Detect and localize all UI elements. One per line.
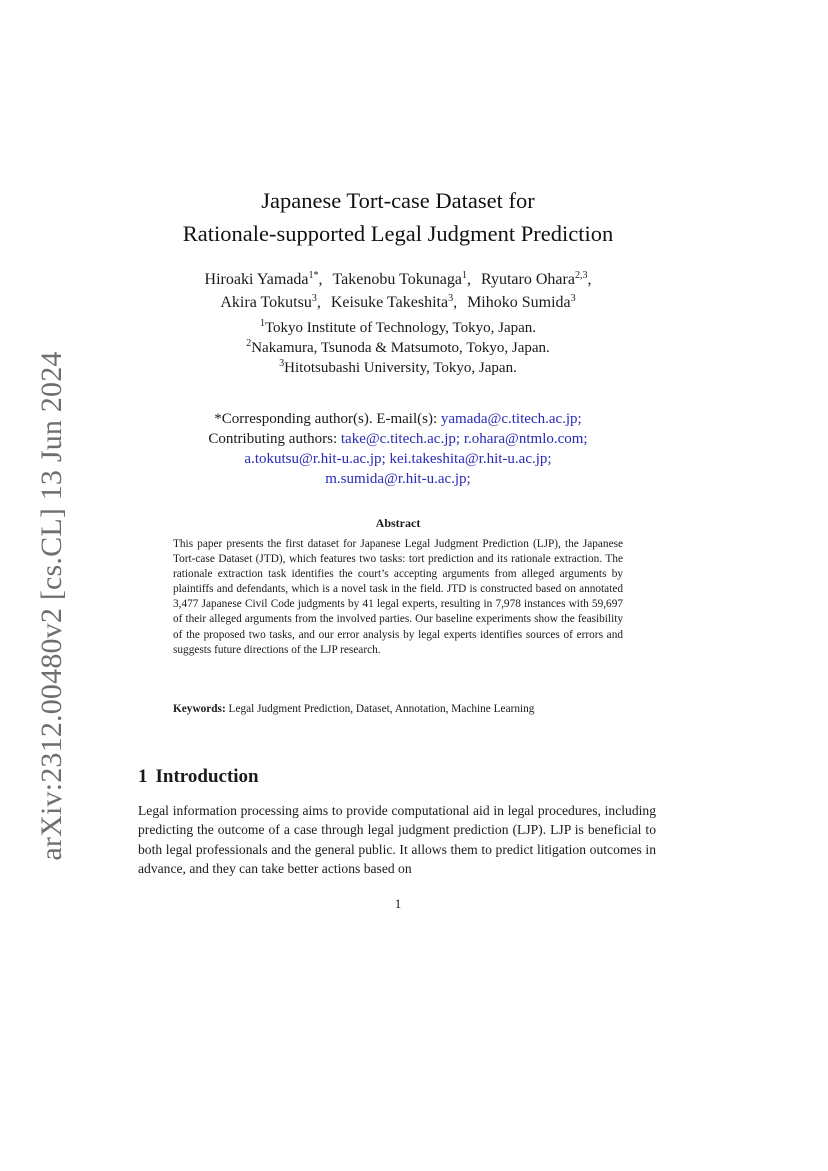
section-title: Introduction [155,766,259,787]
email-link-contrib[interactable]: a.tokutsu@r.hit-u.ac.jp; [244,451,386,467]
keywords-label: Keywords: [173,703,226,715]
paper-title-line-1: Japanese Tort-case Dataset for [261,188,535,213]
page-number: 1 [394,896,402,911]
paper-title-line-2: Rationale-supported Legal Judgment Prediction [182,221,614,246]
abstract-text: This paper presents the first dataset for Japanese Legal Judgment Prediction (LJP), the Japanese Tort-case Dataset (JTD), which features two tasks: tort prediction and its rationale extraction. The rationale extraction task identifies the court’s accepting arguments from alleged arguments by plaintiffs and defendants, which is a novel task in the field. JTD is constructed based on annotated 3,477 Japanese Civil Code judgments by 41 legal experts, resulting in 7,978 instances with 59,697 of their alleged arguments from the involved parties. Our baseline experiments show the feasibility of the proposed two tasks, and our error analysis by legal experts identifies sources of errors and suggests future directions of the LJP research. [173,538,623,656]
affiliation: $^3$Hitotsubashi University, Tokyo, Japan. [279,358,517,376]
email-link-contrib[interactable]: kei.takeshita@r.hit-u.ac.jp; [389,451,552,467]
author-list [0,268,796,314]
abstract-heading: Abstract [375,516,421,530]
section-number: 1 [138,766,148,787]
contributing-authors-line [0,429,796,449]
affiliation: $^2$Nakamura, Tsunoda & Matsumoto, Tokyo, Japan. [246,338,550,356]
email-link-contrib[interactable]: r.ohara@ntmlo.com; [463,431,588,447]
email-link-contrib[interactable]: m.sumida@r.hit-u.ac.jp; [325,471,471,487]
affiliation: $^1$Tokyo Institute of Technology, Tokyo, Japan. [259,318,537,336]
author: Takenobu Tokunaga$^1$, [332,270,471,288]
author: Ryutaro Ohara$^{2,3}$, [480,270,592,288]
arxiv-identifier-stamp: arXiv:2312.00480v2 [cs.CL] 13 Jun 2024 [35,351,68,861]
author: Mihoko Sumida$^3$ [467,293,576,311]
contact-emails [0,409,796,489]
author-row-2 [0,291,796,314]
email-link-contrib[interactable]: take@c.titech.ac.jp; [340,431,461,447]
contributing-label: Contributing authors: [208,431,338,447]
email-link-corresponding[interactable]: yamada@c.titech.ac.jp; [440,411,582,427]
author: Hiroaki Yamada$^{1*}$, [204,270,323,288]
author-row-1 [0,268,796,291]
affiliation-list [0,318,796,378]
author: Akira Tokutsu$^3$, [220,293,321,311]
contributing-authors-line [0,469,796,489]
section-heading [138,766,259,788]
keywords-text: Legal Judgment Prediction, Dataset, Annotation, Machine Learning [228,703,535,715]
contributing-authors-line [0,449,796,469]
corresponding-author-line [0,409,796,429]
paper-title [0,184,796,250]
keywords [173,702,633,717]
intro-paragraph: Legal information processing aims to provide computational aid in legal procedures, including predicting the outcome of a case through legal judgment prediction (LJP). LJP is beneficial to both legal professionals and the general public. It allows them to predict litigation outcomes in advance, and they can take better actions based on [138,803,656,876]
author: Keisuke Takeshita$^3$, [330,293,458,311]
corresponding-label: *Corresponding author(s). E-mail(s): [214,411,438,427]
